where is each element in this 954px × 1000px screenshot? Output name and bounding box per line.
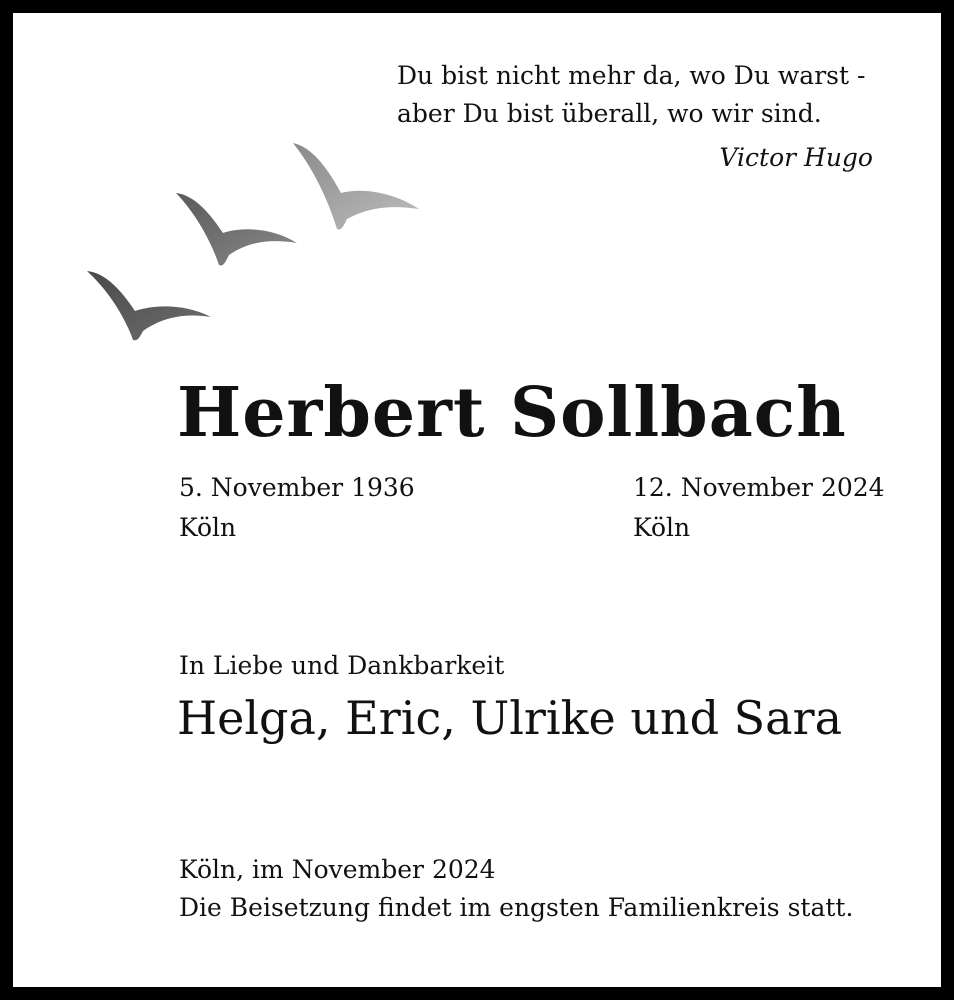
bird-2-icon xyxy=(176,193,297,266)
quote-block xyxy=(397,57,877,177)
death-info xyxy=(633,468,885,548)
place-date: Köln, im November 2024 xyxy=(179,855,496,884)
quote-author: Victor Hugo xyxy=(719,143,873,172)
bird-1-icon xyxy=(87,271,211,340)
death-place: Köln xyxy=(633,513,691,542)
footer-block xyxy=(179,851,853,927)
mourners-names: Helga, Eric, Ulrike und Sara xyxy=(177,691,843,745)
quote-line-1: Du bist nicht mehr da, wo Du warst - xyxy=(397,61,866,90)
mourners-intro: In Liebe und Dankbarkeit xyxy=(179,651,505,680)
birth-date: 5. November 1936 xyxy=(179,473,415,502)
death-date: 12. November 2024 xyxy=(633,473,885,502)
birth-info xyxy=(179,468,415,548)
birth-place: Köln xyxy=(179,513,237,542)
bird-3-icon xyxy=(293,143,419,230)
deceased-name: Herbert Sollbach xyxy=(177,373,847,453)
burial-note: Die Beisetzung findet im engsten Familienkreis statt. xyxy=(179,893,854,922)
quote-line-2: aber Du bist überall, wo wir sind. xyxy=(397,99,822,128)
flying-birds-icon xyxy=(73,133,433,353)
